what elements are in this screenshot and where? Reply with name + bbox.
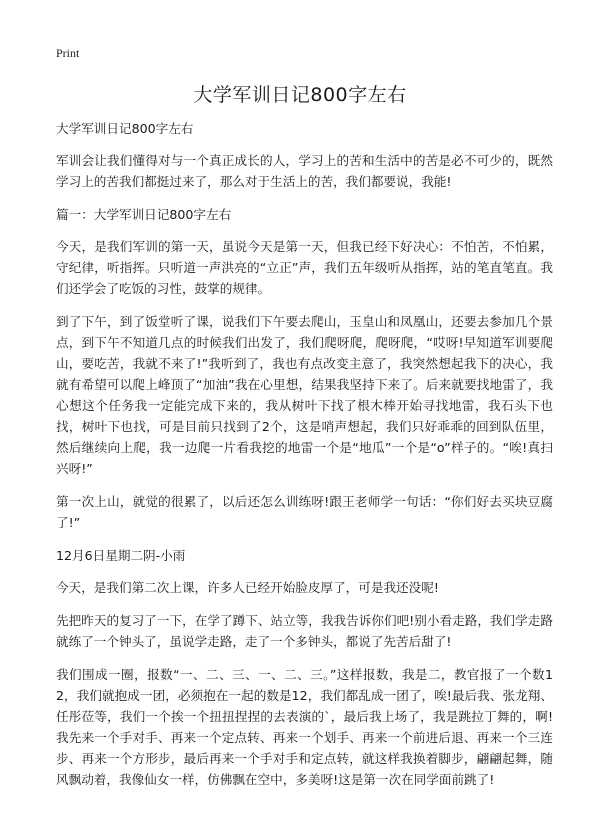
paragraph: 我们围成一圈，报数“一、二、三、一、二、三。”这样报数，我是二，教官报了一个数12，我们就抱成一团，必须抱在一起的数是12，我们都乱成一团了，唉!最后我、张龙翔、任彤莅等，我们一个挨一个扭扭捏捏的去表演的`，最后我上场了，我是跳拉丁舞的，啊!我先来一个手对手、再来一个定点转、再来一个划手、再来一个前进后退、再来一个三连步、再来一个方形步，最后再来一个手对手和定点转，就这样我换着脚步，翩翩起舞，随风飘动着，我像仙女一样，仿佛飘在空中，多美呀!这是第一次在同学面前跳了! [56,667,553,787]
paragraph: 今天，是我们第二次上课，许多人已经开始脸皮厚了，可是我还没呢! [56,580,439,595]
article-subtitle: 大学军训日记800字左右 [56,121,194,136]
diary-date-heading: 12月6日星期二阴-小雨 [56,548,186,563]
page-title: 大学军训日记800字左右 [193,84,407,106]
paragraph: 军训会让我们懂得对与一个真正成长的人，学习上的苦和生活中的苦是必不可少的，既然学习上的苦我们都挺过来了，那么对于生活上的苦，我们都要说，我能! [56,153,553,189]
paragraph: 第一次上山，就觉的很累了，以后还怎么训练呀!跟王老师学一句话：“你们好去买块豆腐了!” [56,494,553,530]
section-heading: 篇一：大学军训日记800字左右 [56,207,232,222]
article-body [56,118,553,802]
paragraph: 先把昨天的复习了一下，在学了蹲下、站立等，我我告诉你们吧!别小看走路，我们学走路就练了一个钟头了，虽说学走路，走了一个多钟头，都说了先苦后甜了! [56,613,553,649]
print-link[interactable]: Print [56,46,80,60]
paragraph: 到了下午，到了饭堂听了课，说我们下午要去爬山，玉皇山和凤凰山，还要去参加几个景点，到下午不知道几点的时候我们出发了，我们爬呀爬，爬呀爬，“哎呀!早知道军训要爬山，要吃苦，我就不来了!”我听到了，我也有点改变主意了，我突然想起我下的决心，我就有希望可以爬上峰顶了“加油”我在心里想，结果我坚持下来了。后来就要找地雷了，我心想这个任务我一定能完成下来的，我从树叶下找了根木棒开始寻找地雷，我石头下也找，树叶下也找，可是目前只找到了2个，这是哨声想起，我们只好乖乖的回到队伍里，然后继续向上爬，我一边爬一片看我挖的地雷一个是“地瓜”一个是“o”样子的。“唉!真扫兴呀!” [56,314,553,476]
paragraph: 今天，是我们军训的第一天，虽说今天是第一天，但我已经下好决心：不怕苦，不怕累，守纪律，听指挥。只听道一声洪亮的“立正”声，我们五年级听从指挥，站的笔直笔直。我们还学会了吃饭的习性，鼓掌的规律。 [56,239,553,296]
